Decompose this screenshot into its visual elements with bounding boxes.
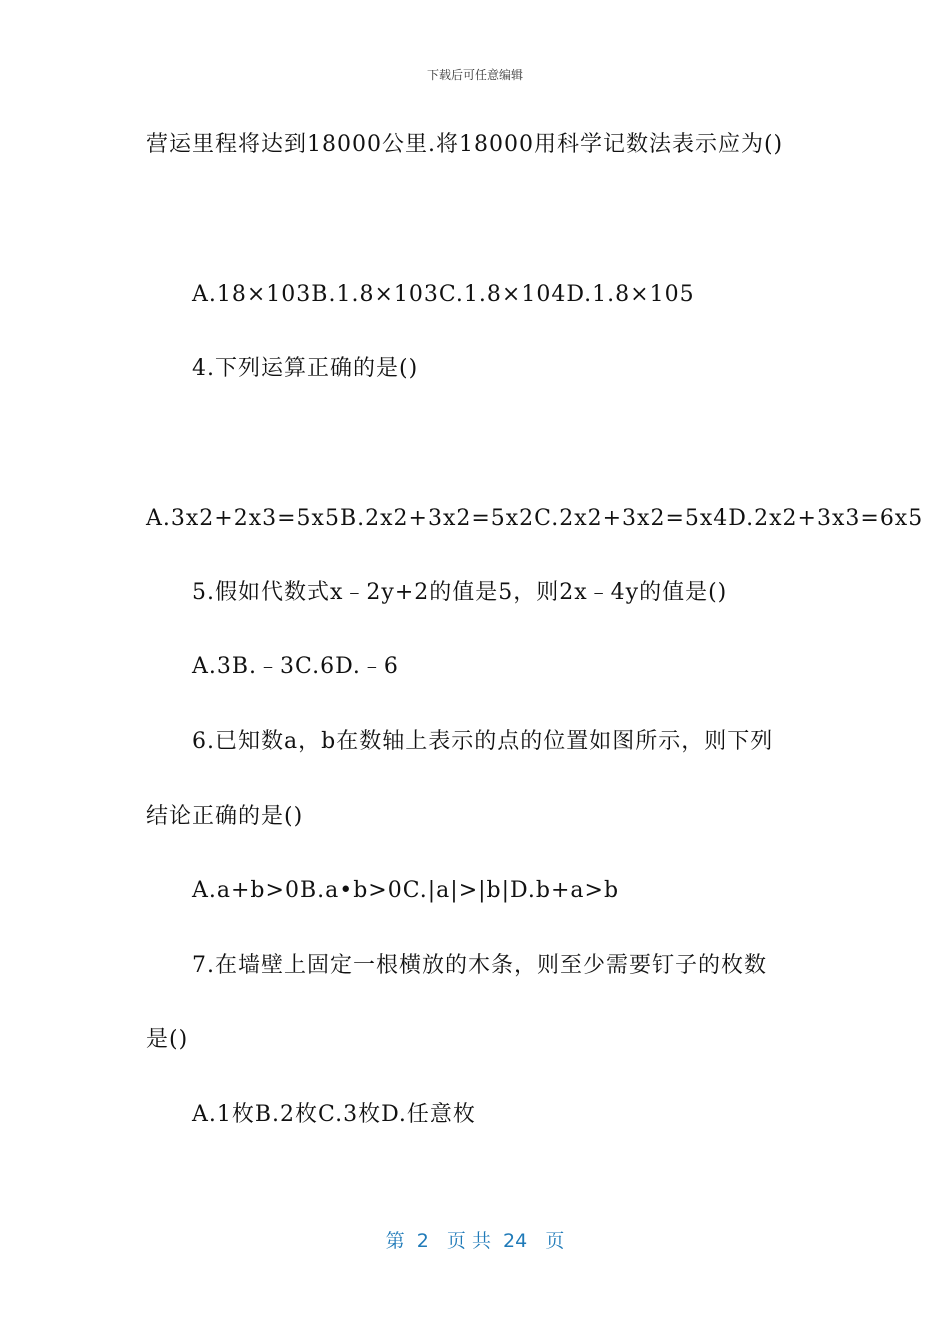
question-4-stem: 4.下列运算正确的是() <box>192 356 419 381</box>
question-5-stem: 5.假如代数式x﹣2y+2的值是5，则2x﹣4y的值是() <box>192 580 728 605</box>
question-6-options: A.a+b>0B.a•b>0C.|a|>|b|D.b+a>b <box>192 878 620 903</box>
question-3-stem: 营运里程将达到18000公里.将18000用科学记数法表示应为() <box>146 132 784 157</box>
question-7-stem-line-2: 是() <box>146 1027 189 1052</box>
question-7-options: A.1枚B.2枚C.3枚D.任意枚 <box>192 1102 476 1127</box>
question-5-options: A.3B.﹣3C.6D.﹣6 <box>192 654 399 679</box>
question-6-stem-line-1: 6.已知数a，b在数轴上表示的点的位置如图所示，则下列 <box>192 729 774 754</box>
question-4-options: A.3x2+2x3=5x5B.2x2+3x2=5x2C.2x2+3x2=5x4D.2x2+3x3=6x5 <box>146 506 924 531</box>
page-header: 下载后可任意编辑 <box>426 68 523 82</box>
question-3-options: A.18×103B.1.8×103C.1.8×104D.1.8×105 <box>192 282 695 307</box>
question-6-stem-line-2: 结论正确的是() <box>146 804 304 829</box>
page-footer: 第 2 页 共 24 页 <box>385 1230 565 1252</box>
question-7-stem-line-1: 7.在墙壁上固定一根横放的木条，则至少需要钉子的枚数 <box>192 953 767 978</box>
